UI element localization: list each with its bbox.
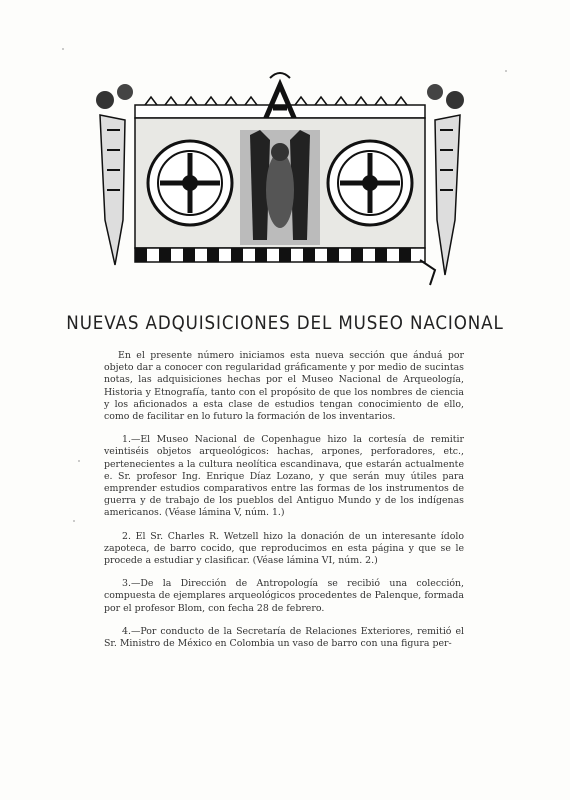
right-disk <box>328 141 412 225</box>
article-body <box>104 350 464 661</box>
paragraph-intro: En el presente número iniciamos esta nueva sección que ánduá por objeto dar a conocer con regularidad gráficamente y por medio de sucintas notas, las adquisiciones hechas por el Museo Nacional de Arqueología, Historia y Etnografía, tanto con el propósito de que los nombres de ciencia y los aficionados a esta clase de estudios tengan conocimiento de ello, como de facilitar en lo futuro la formación de los inventarios. <box>104 350 464 423</box>
page-speck <box>505 70 507 72</box>
checkered-band <box>135 248 425 262</box>
paragraph-item-2: 2. El Sr. Charles R. Wetzell hizo la donación de un interesante ídolo zapoteca, de barro cocido, que reproducimos en esta página y que se le procede a estudiar y clasificar. (Véase lámina VI, núm. 2.) <box>104 530 464 567</box>
left-disk <box>148 141 232 225</box>
paragraph-item-1: 1.—El Museo Nacional de Copenhague hizo la cortesía de remitir veintiséis objetos arqueológicos: hachas, arpones, perforadores, etc., pertenecientes a la cultura neolítica escandinava, que estarán actualmente e. Sr. profesor Ing. Enrique Díaz Lozano, y que serán muy útiles para emprender estudios comparativos entre las formas de los instrumentos de guerra y de trabajo de los pueblos del Antiguo Mundo y de los indígenas americanos. (Véase lámina V, núm. 1.) <box>104 434 464 519</box>
paragraph-item-3: 3.—De la Dirección de Antropología se recibió una colección, compuesta de ejemplares arqueológicos procedentes de Palenque, formada por el profesor Blom, con fecha 28 de febrero. <box>104 578 464 614</box>
page-speck <box>78 460 80 462</box>
page-speck <box>73 520 75 522</box>
right-banner <box>435 115 460 275</box>
paragraph-item-4: 4.—Por conducto de la Secretaría de Relaciones Exteriores, remitió el Sr. Ministro de México en Colombia un vaso de barro con una figura per- <box>104 625 464 650</box>
page-speck <box>62 48 64 50</box>
article-title: NUEVAS ADQUISICIONES DEL MUSEO NACIONAL <box>66 312 504 334</box>
central-figures <box>240 130 320 245</box>
decorative-header-illustration <box>95 70 465 290</box>
